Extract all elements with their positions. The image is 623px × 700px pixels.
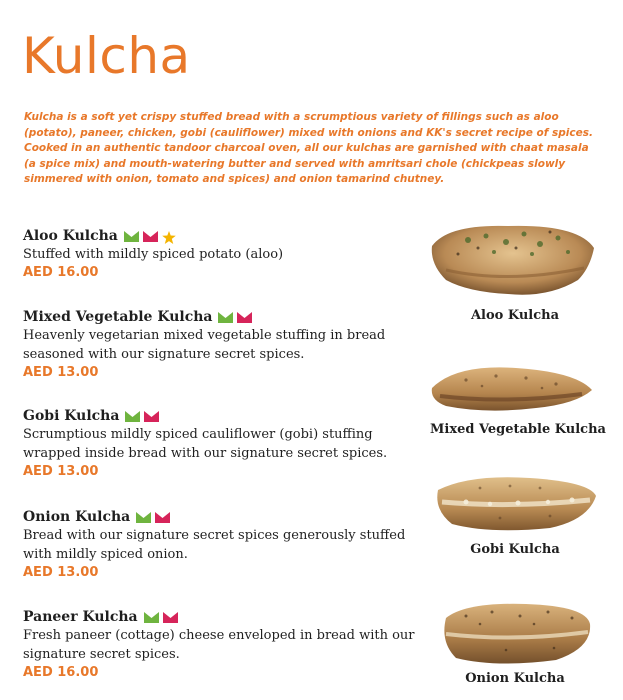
item-price: AED 16.00 (23, 265, 99, 280)
item-description: Bread with our signature secret spices generously stuffed with mildly spiced onion. (23, 528, 406, 562)
menu-item-mixed-vegetable-kulcha[interactable] (23, 308, 423, 382)
photo-caption: Gobi Kulcha (470, 542, 560, 557)
mixed-vegetable-kulcha-photo (426, 358, 596, 420)
intro-text: Kulcha is a soft yet crispy stuffed bread with a scrumptious variety of fillings such as aloo (potato), paneer, chicken, gobi (cauliflower) mixed with onions and KK's secret recipe of spices. Cooked in an authentic tandoor charcoal oven, all our kulchas are garnished with chaat masala (a spice mix) and mouth-watering butter and served with amritsari chole (chickpeas slowly simmered with onion, tomato and spices) and onion tamarind chutney. (24, 111, 593, 185)
item-name: Paneer Kulcha (23, 609, 138, 625)
item-badges (144, 612, 178, 623)
item-title-row (23, 308, 423, 326)
menu-item-onion-kulcha[interactable] (23, 508, 423, 582)
spicy-icon (163, 612, 178, 623)
item-price: AED 13.00 (23, 464, 99, 479)
menu-item-paneer-kulcha[interactable] (23, 608, 423, 682)
item-badges (125, 411, 159, 422)
item-title-row (23, 407, 423, 425)
item-price: AED 13.00 (23, 365, 99, 380)
page-title: Kulcha (22, 27, 191, 85)
spicy-icon (144, 411, 159, 422)
spicy-icon (155, 512, 170, 523)
item-title-row (23, 608, 423, 626)
menu-item-gobi-kulcha[interactable] (23, 407, 423, 481)
item-description: Heavenly vegetarian mixed vegetable stuffing in bread seasoned with our signature secret spices. (23, 328, 386, 362)
star-icon (162, 231, 177, 242)
item-price: AED 16.00 (23, 665, 99, 680)
item-description: Fresh paneer (cottage) cheese enveloped in bread with our signature secret spices. (23, 628, 415, 662)
item-badges (136, 512, 170, 523)
item-badges (124, 231, 177, 242)
item-name: Aloo Kulcha (23, 228, 118, 244)
item-name: Gobi Kulcha (23, 408, 120, 424)
item-price: AED 13.00 (23, 565, 99, 580)
spicy-icon (143, 231, 158, 242)
item-name: Onion Kulcha (23, 509, 131, 525)
item-description: Scrumptious mildly spiced cauliflower (gobi) stuffing wrapped inside bread with our signature secret spices. (23, 427, 388, 461)
item-title-row (23, 227, 423, 245)
photo-caption: Mixed Vegetable Kulcha (430, 422, 606, 437)
veg-icon (136, 512, 151, 523)
aloo-kulcha-photo (428, 218, 598, 298)
photo-caption: Onion Kulcha (465, 671, 565, 686)
veg-icon (144, 612, 159, 623)
veg-icon (125, 411, 140, 422)
gobi-kulcha-photo (430, 470, 600, 536)
item-name: Mixed Vegetable Kulcha (23, 309, 213, 325)
photo-caption: Aloo Kulcha (470, 308, 560, 323)
veg-icon (124, 231, 139, 242)
spicy-icon (237, 312, 252, 323)
menu-item-aloo-kulcha[interactable] (23, 227, 423, 282)
item-description: Stuffed with mildly spiced potato (aloo) (23, 247, 284, 262)
item-title-row (23, 508, 423, 526)
item-badges (218, 312, 252, 323)
onion-kulcha-photo (436, 600, 594, 668)
veg-icon (218, 312, 233, 323)
